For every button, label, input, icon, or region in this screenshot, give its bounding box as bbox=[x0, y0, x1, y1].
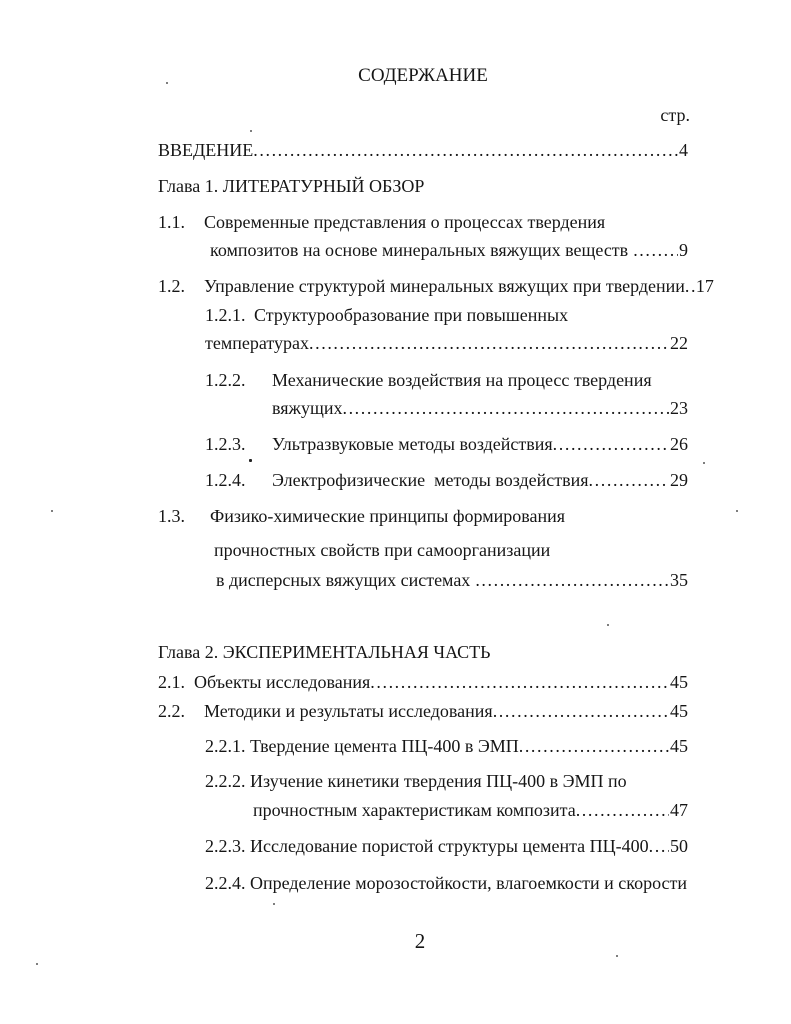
scan-speck bbox=[249, 459, 252, 462]
toc-entry-leader-line bbox=[205, 332, 688, 354]
toc-entry-number: 1.1. bbox=[158, 212, 185, 232]
toc-entry-leader-line bbox=[250, 835, 688, 857]
toc-entry-title-line: композитов на основе минеральных вяжущих веществ bbox=[210, 240, 629, 260]
toc-entry-page: 47 bbox=[670, 800, 688, 820]
scan-speck bbox=[273, 903, 275, 905]
dot-leader bbox=[685, 275, 695, 297]
toc-entry-leader-line bbox=[204, 275, 714, 297]
dot-leader bbox=[475, 569, 669, 591]
toc-entry-title-line: Структурообразование при повышенных bbox=[254, 305, 569, 325]
toc-entry-number: 2.2.3. bbox=[205, 836, 246, 856]
toc-entry-number: 2.2.2. bbox=[205, 771, 246, 791]
dot-leader bbox=[519, 735, 669, 757]
page-number: 2 bbox=[414, 929, 426, 953]
dot-leader bbox=[309, 332, 669, 354]
toc-entry-page: 50 bbox=[670, 836, 688, 856]
toc-entry-number: 1.2.1. bbox=[205, 305, 246, 325]
toc-entry-title-line: Современные представления о процессах твердения bbox=[204, 212, 606, 232]
toc-entry-title-line: Механические воздействия на процесс твердения bbox=[272, 370, 652, 390]
toc-entry-number: 1.2.3. bbox=[205, 434, 246, 454]
toc-entry-leader-line bbox=[253, 799, 688, 821]
toc-entry-leader-line bbox=[210, 239, 688, 261]
toc-entry-page: 45 bbox=[670, 672, 688, 692]
scan-speck bbox=[607, 624, 609, 626]
toc-entry-number: 1.2.4. bbox=[205, 470, 246, 490]
scan-speck bbox=[736, 510, 738, 512]
toc-entry-introduction bbox=[158, 139, 688, 161]
toc-entry-number: 1.3. bbox=[158, 506, 185, 526]
toc-entry-page: 22 bbox=[670, 333, 688, 353]
dot-leader bbox=[553, 433, 669, 455]
dot-leader bbox=[633, 239, 678, 261]
toc-entry-leader-line bbox=[216, 569, 688, 591]
toc-entry-page: 35 bbox=[670, 570, 688, 590]
toc-entry-title-line: в дисперсных вяжущих системах bbox=[216, 570, 471, 590]
dot-leader bbox=[370, 671, 669, 693]
toc-entry-title-line: Исследование пористой структуры цемента ПЦ-400 bbox=[250, 836, 649, 856]
page-column-label: стр. bbox=[660, 105, 690, 125]
toc-entry-title-line: Ультразвуковые методы воздействия bbox=[272, 434, 553, 454]
scan-speck bbox=[166, 82, 168, 84]
toc-entry-title-line: температурах bbox=[205, 333, 310, 353]
toc-entry-number: 2.2.1. bbox=[205, 736, 246, 756]
toc-entry-page: 9 bbox=[679, 240, 688, 260]
dot-leader bbox=[493, 700, 669, 722]
page-title: СОДЕРЖАНИЕ bbox=[358, 65, 488, 86]
toc-entry-leader-line bbox=[204, 700, 688, 722]
toc-entry-title-line: прочностным характеристикам композита bbox=[253, 800, 576, 820]
toc-entry-leader-line bbox=[250, 735, 688, 757]
toc-entry-title-line: Изучение кинетики твердения ПЦ-400 в ЭМП по bbox=[250, 771, 627, 791]
dot-leader bbox=[576, 799, 669, 821]
toc-entry-number: 2.1. bbox=[158, 672, 185, 692]
dot-leader bbox=[253, 139, 678, 161]
toc-entry-title-line: Управление структурой минеральных вяжущих при твердении bbox=[204, 276, 685, 296]
toc-entry-title: ВВЕДЕНИЕ bbox=[158, 140, 254, 160]
chapter-heading: Глава 2. ЭКСПЕРИМЕНТАЛЬНАЯ ЧАСТЬ bbox=[158, 642, 491, 662]
toc-entry-title-line: прочностных свойств при самоорганизации bbox=[214, 540, 551, 560]
toc-entry-number: 2.2.4. bbox=[205, 873, 246, 893]
toc-entry-number: 2.2. bbox=[158, 701, 185, 721]
toc-entry-number: 1.2.2. bbox=[205, 370, 246, 390]
scan-speck bbox=[51, 510, 53, 512]
scan-speck bbox=[703, 462, 705, 464]
toc-entry-leader-line bbox=[272, 433, 688, 455]
toc-entry-page: 26 bbox=[670, 434, 688, 454]
scan-speck bbox=[616, 955, 618, 957]
toc-entry-title-line: вяжущих bbox=[272, 398, 343, 418]
toc-entry-page: 4 bbox=[679, 140, 688, 160]
toc-entry-number: 1.2. bbox=[158, 276, 185, 296]
toc-entry-title-line: Объекты исследования bbox=[194, 672, 371, 692]
toc-entry-leader-line bbox=[194, 671, 688, 693]
toc-entry-title-line: Электрофизические методы воздействия bbox=[272, 470, 589, 490]
dot-leader bbox=[589, 469, 669, 491]
dot-leader bbox=[342, 397, 669, 419]
chapter-heading: Глава 1. ЛИТЕРАТУРНЫЙ ОБЗОР bbox=[158, 176, 425, 196]
toc-entry-title-line: Твердение цемента ПЦ-400 в ЭМП bbox=[250, 736, 519, 756]
toc-entry-title-line: Методики и результаты исследования bbox=[204, 701, 493, 721]
toc-entry-leader-line bbox=[272, 469, 688, 491]
toc-entry-page: 23 bbox=[670, 398, 688, 418]
toc-entry-page: 17 bbox=[695, 276, 714, 296]
toc-entry-page: 45 bbox=[670, 701, 688, 721]
toc-entry-page: 29 bbox=[670, 470, 688, 490]
toc-entry-title-line: Физико-химические принципы формирования bbox=[210, 506, 566, 526]
toc-entry-page: 45 bbox=[670, 736, 688, 756]
toc-entry-leader-line bbox=[272, 397, 688, 419]
scan-speck bbox=[36, 963, 38, 965]
dot-leader bbox=[649, 835, 669, 857]
scan-speck bbox=[250, 130, 252, 132]
toc-entry-title-line: Определение морозостойкости, влагоемкости и скорости bbox=[250, 873, 688, 893]
